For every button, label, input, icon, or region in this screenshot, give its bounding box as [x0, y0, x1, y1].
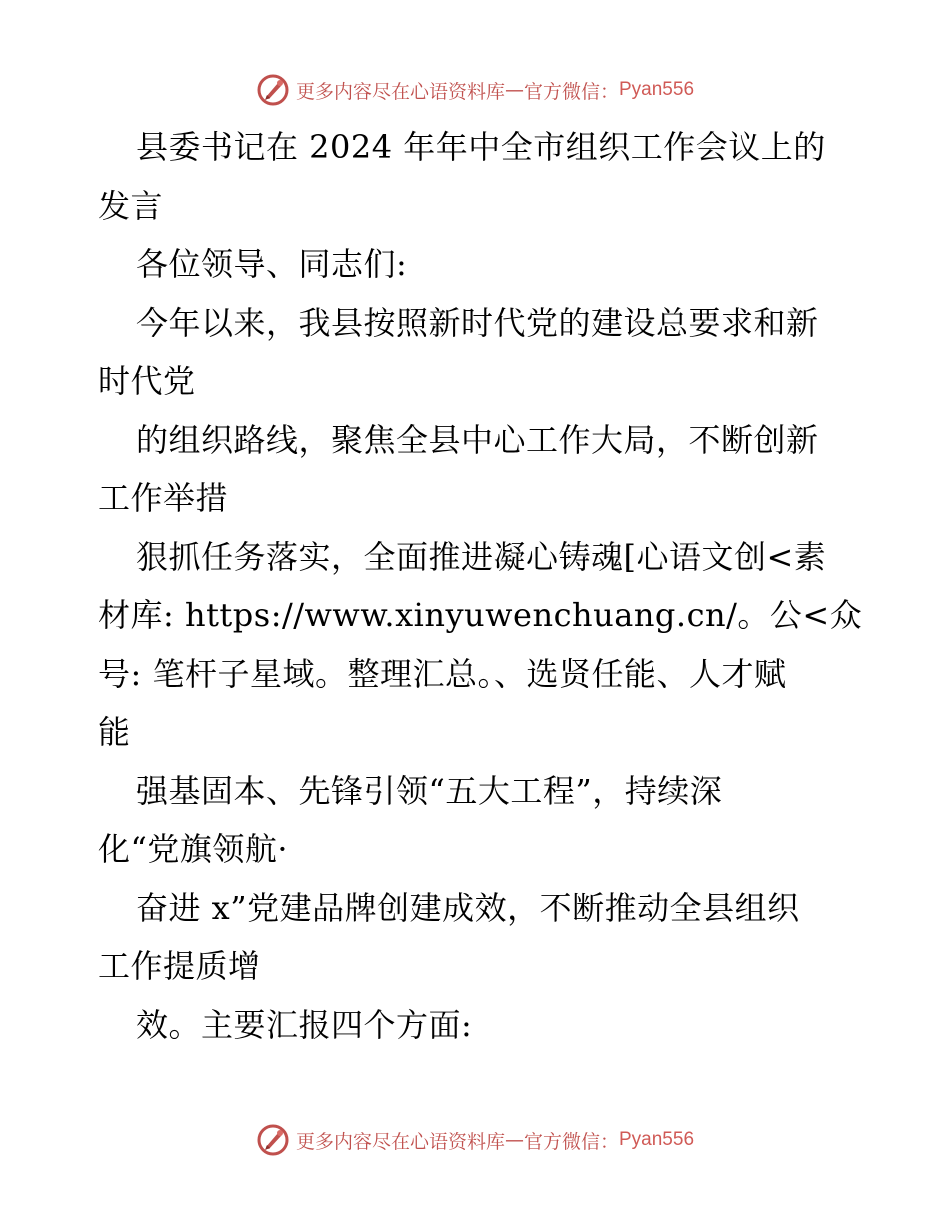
banner-wechat-label: 官方微信：: [523, 1130, 619, 1153]
banner-wechat-label: 官方微信：: [523, 80, 619, 103]
text-line: 奋进 x”党建品牌创建成效，不断推动全县组织: [136, 888, 800, 927]
footer-banner: [0, 1120, 950, 1160]
document-body: [98, 118, 863, 1054]
text-line: 时代党: [98, 362, 196, 400]
text-line: 各位领导、同志们:: [136, 245, 408, 283]
text-line: 能: [98, 713, 131, 751]
text-line: 的组织路线，聚焦全县中心工作大局，不断创新: [136, 420, 819, 459]
text-line: 县委书记在 2024 年年中全市组织工作会议上的: [136, 128, 826, 166]
text-line: 号: 笔杆子星域。整理汇总。、选贤任能、人才赋: [98, 654, 787, 693]
banner-wechat-id: Pyan556: [619, 1129, 695, 1150]
banner-dash: —: [504, 1129, 524, 1151]
banner-dash: —: [504, 79, 524, 101]
text-line: 材库: https://www.xinyuwenchuang.cn/。公<众: [98, 596, 863, 634]
pen-logo-icon: [256, 1123, 290, 1157]
text-line: 今年以来，我县按照新时代党的建设总要求和新: [136, 303, 819, 342]
pen-logo-icon: [256, 73, 290, 107]
text-line: 化“党旗领航·: [98, 830, 289, 868]
text-line: 工作提质增: [98, 947, 261, 985]
header-banner: [0, 70, 950, 110]
banner-text: 更多内容尽在心语资料库: [295, 80, 505, 103]
text-line: 狠抓任务落实，全面推进凝心铸魂[心语文创<素: [136, 537, 827, 576]
text-line: 工作举措: [98, 479, 229, 517]
banner-wechat-id: Pyan556: [619, 79, 695, 100]
text-line: 强基固本、先锋引领“五大工程”，持续深: [136, 771, 723, 810]
text-line: 发言: [98, 186, 164, 225]
text-line: 效。主要汇报四个方面:: [136, 1005, 473, 1044]
banner-text: 更多内容尽在心语资料库: [295, 1130, 505, 1153]
